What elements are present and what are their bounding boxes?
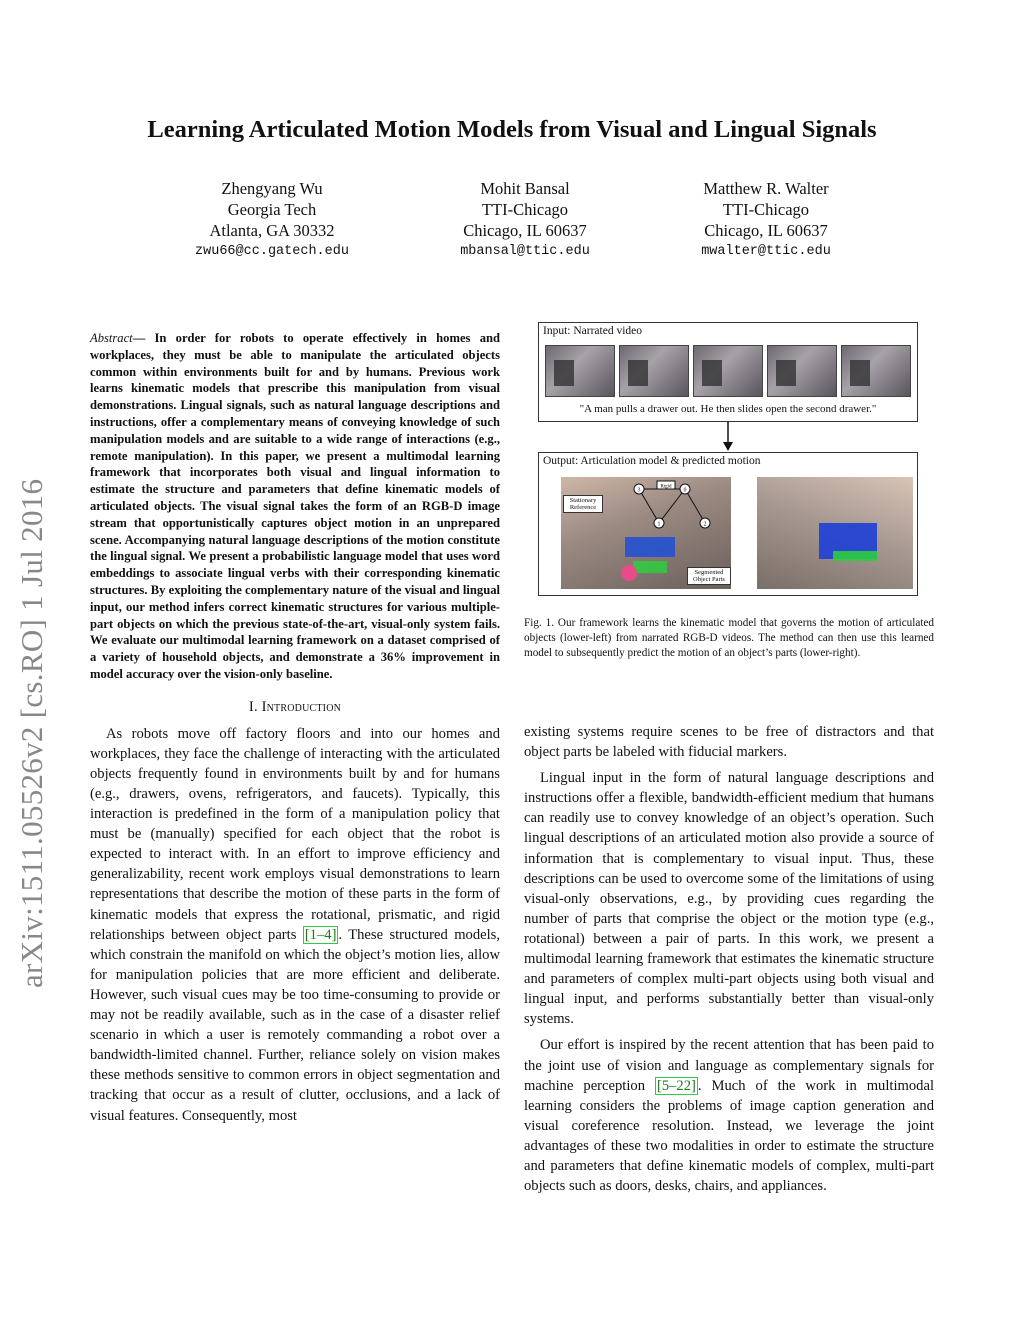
video-frame [545,345,615,397]
rigid-label: Rigid [660,484,672,490]
intro-paragraph-1 [90,724,500,1126]
paragraph-text: Our effort is inspired by the recent attention that has been paid to the joint use of vision and language as complementary signals for machine perception [524,1037,934,1094]
video-frame [841,345,911,397]
section-title: Introduction [261,698,342,715]
author-1 [142,178,402,262]
segmented-parts-label: Segmented Object Parts [687,567,731,585]
paragraph-text: . These structured models, which constrain the manifold on which the object’s motion lies, allow for manipulation policies that are more efficient and deliberate. However, such visual cues may be too time-consuming to provide or may not be readily available, such as in the case of a disaster relief scenario in which a user is remotely commanding a robot over a bandwidth-limited channel. Further, reliance solely on vision makes these methods sensitive to common errors in object segmentation and tracking that occur as a result of clutter, occlusions, and a lack of visual features. Consequently, most [90,926,501,1124]
author-name: Zhengyang Wu [221,179,323,198]
section-number: I. [248,698,258,715]
narration-quote: "A man pulls a drawer out. He then slides open the second drawer." [579,403,877,415]
kinematic-graph [619,479,729,539]
predicted-part [833,551,877,561]
abstract-label: Abstract [90,331,133,345]
abstract: Abstract— In order for robots to operate effectively in homes and workplaces, they must be able to manipulate the articulated objects common within environments built for and by humans. Previous work learns kinematic models that prescribe this manipulation from visual demonstrations. Lingual signals, such as natural language descriptions and instructions, offer a complementary means of conveying knowledge of such manipulation models and are suitable to a wide range of interactions (e.g., remote manipulation). In this paper, we present a multimodal learning framework that incorporates both visual and lingual information to estimate the structure and parameters that define kinematic models of articulated objects. The visual signal takes the form of an RGB-D image stream that opportunistically captures object motion in an unprepared scene. Accompanying natural language descriptions of the motion constitute the lingual signal. We present a probabilistic language model that uses word embeddings to associate lingual verbs with their corresponding kinematic structures. By exploiting the complementary nature of the visual and lingual input, our method infers correct kinematic structures for various multiple-part objects on which the previous state-of-the-art, visual-only system fails. We evaluate our multimodal learning framework on a dataset comprised of a variety of household objects, and demonstrate a 36% improvement in model accuracy over the vision-only baseline. [90,331,500,681]
graph-node: 3 [637,487,641,494]
author-3 [636,178,896,262]
citation-link[interactable]: [1–4] [304,926,337,943]
output-label: Output: Articulation model & predicted motion [543,455,761,467]
predicted-motion-image [757,477,913,589]
video-frame [767,345,837,397]
author-affiliation: TTI-Chicago [722,200,810,219]
author-affiliation: Georgia Tech [227,200,317,219]
intro-paragraph-2: Lingual input in the form of natural language descriptions and instructions offer a flexible, bandwidth-efficient medium that humans can readily use to convey knowledge of an object’s operation. Such lingual descriptions of an articulated motion also provide a source of information that is complementary to visual input. Thus, these descriptions can be used to overcome some of the limitations of using visual-only observations, e.g., by providing cues regarding the number of parts that comprise the object or the motion type (e.g., rotational) between a pair of parts. In this work, we present a multimodal learning framework that estimates the kinematic structure and parameters of complex multi-part objects using both visual and lingual input, and performs substantially better than visual-only systems. [524,770,934,1028]
figure-output-panel [538,452,918,596]
figure-caption: Fig. 1. Our framework learns the kinematic model that governs the motion of articulated objects (lower-left) from narrated RGB-D videos. The method can then use this learned model to subsequently predict the motion of an object’s parts (lower-right). [524,617,934,659]
figure-input-panel [538,322,918,422]
graph-node: 1 [657,521,661,528]
segment-part [621,565,637,581]
input-label: Input: Narrated video [543,325,642,337]
graph-node: 2 [703,521,707,528]
figure-1 [538,322,918,596]
left-column [90,330,500,1126]
abstract-text: In order for robots to operate effectively in homes and workplaces, they must be able to manipulate the articulated objects common within environments built for and by humans. Previous work learns kinematic models that prescribe this manipulation from visual demonstrations. Lingual signals, such as natural language descriptions and instructions, offer a complementary means of conveying knowledge of such manipulation models and are suitable to a wide range of interactions (e.g., remote manipulation). In this paper, we present a multimodal learning framework that incorporates both visual and lingual information to estimate the structure and parameters that define kinematic models of articulated objects. The visual signal takes the form of an RGB-D image stream that opportunistically captures object motion in an unprepared scene. Accompanying natural language descriptions of the motion constitute the lingual signal. We present a probabilistic language model that uses word embeddings to associate lingual verbs with their corresponding kinematic structures. By exploiting the complementary nature of the visual and lingual input, our method infers correct kinematic structures for various multiple-part objects on which the previous state-of-the-art, visual-only system fails. We evaluate our multimodal learning framework on a dataset comprised of a variety of household objects, and demonstrate a 36% improvement in model accuracy over the vision-only baseline. [90,331,500,681]
video-frame [619,345,689,397]
down-arrow-icon [538,422,918,452]
author-affiliation: TTI-Chicago [481,200,569,219]
section-heading [90,699,500,716]
author-email: mwalter@ttic.edu [701,244,831,259]
author-location: Chicago, IL 60637 [463,221,587,240]
paper-title: Learning Articulated Motion Models from Visual and Lingual Signals [147,116,877,143]
paragraph-text: . Much of the work in multimodal learning considers the problems of image caption generation and visual coreference resolution. Instead, we leverage the joint advantages of these two modalities in order to estimate the structure and parameters that define kinematic models of complex, multi-part objects such as doors, desks, chairs, and appliances. [524,1077,934,1195]
segment-part [633,561,667,573]
author-name: Matthew R. Walter [703,179,829,198]
graph-node: 0 [683,487,687,494]
author-email: zwu66@cc.gatech.edu [195,244,349,259]
citation-link[interactable]: [5–22] [656,1077,696,1094]
author-name: Mohit Bansal [480,179,570,198]
right-column [524,722,934,1196]
segment-part [625,537,675,557]
intro-paragraph-1-continued: existing systems require scenes to be free of distractors and that object parts be labeled with fiducial markers. [524,724,934,761]
paragraph-text: As robots move off factory floors and into our homes and workplaces, they face the challenge of interacting with the articulated objects frequently found in environments built by and for humans (e.g., drawers, ovens, refrigerators, and faucets). Typically, this interaction is predefined in the form of a manipulation policy that must be (manually) specified for each object that the robot is expected to interact with. In an effort to improve efficiency and generalizability, recent work employs visual demonstrations to learn representations that describe the motion of these parts in the form of kinematic models that express the rotational, prismatic, and rigid relationships between object parts [90,725,500,943]
stationary-reference-label: Stationary Reference [563,495,603,513]
intro-paragraph-3 [524,1035,934,1196]
author-email: mbansal@ttic.edu [460,244,590,259]
author-2 [395,178,655,262]
video-frame [693,345,763,397]
author-location: Chicago, IL 60637 [704,221,828,240]
arxiv-stamp: arXiv:1511.05526v2 [cs.RO] 1 Jul 2016 [14,478,49,988]
author-location: Atlanta, GA 30332 [209,221,335,240]
